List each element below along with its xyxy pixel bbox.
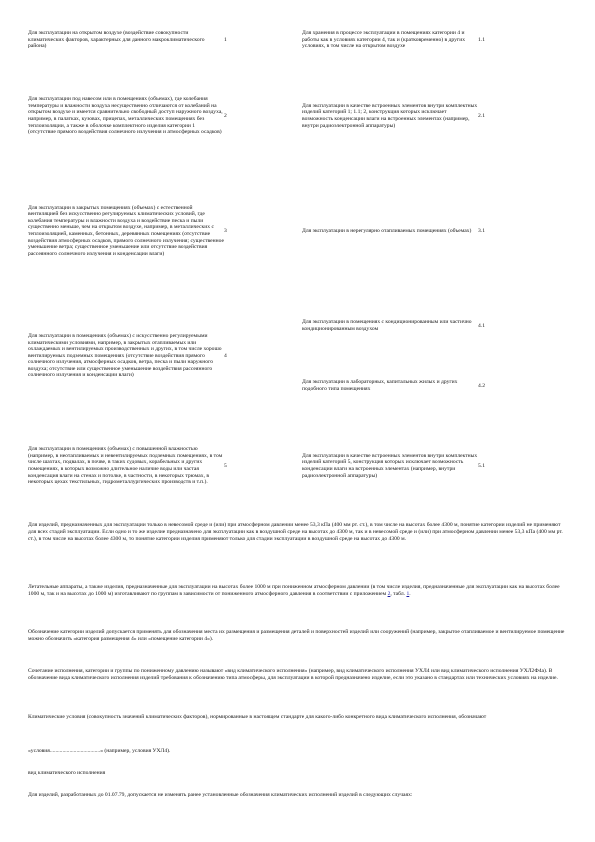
table-link[interactable]: 1 xyxy=(406,591,410,598)
appendix-link[interactable]: 2 xyxy=(387,591,391,598)
category-description: Для эксплуатации в закрытых помещениях (объемах) с естественной вентиляцией без искусственно регулируемых климатических условий, где колебания температуры и влажности воздуха и воздействие песка и пыли существенно меньше, чем на открытом воздухе, например, в металлических с теплоизоляцией, каменных, бетонных, деревянных помещениях (отсутствие воздействия атмосферных осадков, прямого солнечного излучения; существенное уменьшение ветра; существенное уменьшение или отсутствие воздействия рассеянного солнечного излучения и конденсации влаги) xyxy=(28,204,224,257)
subcategory-description: Для эксплуатации в качестве встроенных элементов внутри комплектных изделий категорий 5, конструкция которых исключает возможность конденсации влаги на встроенных элементах (например, внутри радиоэлектронной аппаратуры) xyxy=(302,452,478,479)
subcategory-code: 2.1 xyxy=(478,112,485,119)
subcategory-description: Для эксплуатации в лабораторных, капитальных жилых и других подобного типа помещениях xyxy=(302,379,458,392)
paragraph-before-1979: Для изделий, разработанных до 01.07.79, допускается не изменять ранее установленные обозначения климатических исполнений изделий в следующих случаях: xyxy=(28,792,413,798)
category-table xyxy=(28,14,576,516)
paragraph-aircraft xyxy=(28,584,568,598)
subcategory-code: 5.1 xyxy=(478,462,485,469)
category-code: 4 xyxy=(224,352,227,359)
category-code: 1 xyxy=(224,36,227,43)
subcategory-description: Для хранения в процессе эксплуатации в помещениях категории 4 и работы как в условиях категории 4, так и (кратковременно) в других условиях, в том числе на открытом воздухе xyxy=(302,30,465,50)
table-row xyxy=(28,296,576,356)
paragraph-text: , табл. xyxy=(390,591,407,598)
subcategory-description: Для эксплуатации в помещениях с кондиционированным или частично кондиционированным воздухом xyxy=(302,319,472,332)
subcategory-code: 4.2 xyxy=(478,382,485,389)
paragraph-conditions-example: «условия....................................» (например, условия УХЛ4). xyxy=(28,748,171,754)
table-row xyxy=(28,66,576,166)
table-row xyxy=(28,14,576,66)
paragraph-designation: Обозначение категории изделий допускается применять для обозначения места их размещения и размещения деталей и поверхностей изделий или сооружений (например, закрытое отапливаемое и вентилируемое помещение можно обозначить «категория размещения 4» или «помещение категории 4»). xyxy=(28,629,565,643)
paragraph-conditions: Климатические условия (совокупность значений климатических факторов), нормированные в настоящем стандарте для какого-либо конкретного вида климатического исполнения, обозначают xyxy=(28,714,487,720)
paragraph-vacuum: Для изделий, предназначенных для эксплуатации только в невесомой среде и (или) при атмосферном давлении менее 53,3 кПа (400 мм рт. ст.), в том числе на высотах более 4300 м, понятие категории изделий не применяют для всех стадий эксплуатации. Если одно и то же изделие предназначено для эксплуатации как в воздушной среде на высотах до 4300 м, так и в невесомой среде и (или) при атмосферном давлении менее 53,3 кПа (400 мм рт. ст.), в том числе на высотах более 4300 м, то понятие категории изделия применяют только для стадии эксплуатации в воздушной среде на высотах до 4300 м. xyxy=(28,522,563,543)
table-row xyxy=(28,166,576,296)
category-code: 5 xyxy=(224,462,227,469)
category-code: 3 xyxy=(224,227,227,234)
subcategory-code: 3.1 xyxy=(478,227,485,234)
paragraph-text: . xyxy=(409,591,411,598)
paragraph-caption: вид климатического исполнения xyxy=(28,770,106,776)
subcategory-description: Для эксплуатации в качестве встроенных элементов внутри комплектных изделий категорий 1; 1.1; 2, конструкция которых исключает возможность конденсации влаги на встроенных элементах (например, внутри радиоэлектронной аппаратуры) xyxy=(302,102,478,129)
subcategory-code: 1.1 xyxy=(478,36,485,43)
category-description: Для эксплуатации в помещениях (объемах) с повышенной влажностью (например, в неотапливаемых и невентилируемых подземных помещениях, в том числе шахтах, подвалах, в почве, в таких судовых, корабельных и других помещениях, в которых возможно длительное наличие воды или частая конденсация влаги на стенах и потолке, в частности, в некоторых трюмах, в некоторых цехах текстильных, гидрометаллургических производств и т.п.). xyxy=(28,446,223,486)
subcategory-description: Для эксплуатации в нерегулярно отапливаемых помещениях (объемах) xyxy=(302,227,472,234)
paragraph-text: Летательные аппараты, а также изделия, предназначенные для эксплуатации на высотах более 1000 м при пониженном атмосферном давлении (в том числе изделия, предназначенные для эксплуатации как на высотах более 1000 м, так и на высотах до 1000 м) изготавливают по группам в зависимости от пониженного атмосферного давления в соответствии с приложением xyxy=(28,584,560,598)
paragraph-climatic-version: Сочетание исполнения, категории и группы по пониженному давлению называют «вид климатического исполнения» (например, вид климатического исполнения УХЛ4 или вид климатического исполнения УХЛ2Ф4а). В обозначение вида климатического исполнения изделий требования к обозначению типа атмосферы, для эксплуатации в которой предназначено изделие, если это указано в стандартах или технических условиях на изделие. xyxy=(28,668,558,682)
category-description: Для эксплуатации под навесом или в помещениях (объемах), где колебания температуры и влажности воздуха несущественно отличаются от колебаний на открытом воздухе и имеется сравнительно свободный доступ наружного воздуха, например, в палатках, кузовах, прицепах, металлических помещениях без теплоизоляции, а также в оболочке комплектного изделия категории 1 (отсутствие прямого воздействия солнечного излучения и атмосферных осадков) xyxy=(28,96,223,136)
subcategory-code: 4.1 xyxy=(478,322,485,329)
table-row xyxy=(28,416,576,516)
category-code: 2 xyxy=(224,112,227,119)
category-description: Для эксплуатации на открытом воздухе (воздействие совокупности климатических факторов, характерных для данного макроклиматического района) xyxy=(28,30,205,50)
category-description: Для эксплуатации в помещениях (объемах) с искусственно регулируемыми климатическими условиями, например, в закрытых отапливаемых или охлаждаемых и вентилируемых производственных и других, в том числе хорошо вентилируемых подземных помещениях (отсутствие воздействия прямого солнечного излучения, атмосферных осадков, ветра, песка и пыли наружного воздуха; отсутствие или существенное уменьшение воздействия рассеянного солнечного излучения и конденсации влаги) xyxy=(28,332,222,379)
